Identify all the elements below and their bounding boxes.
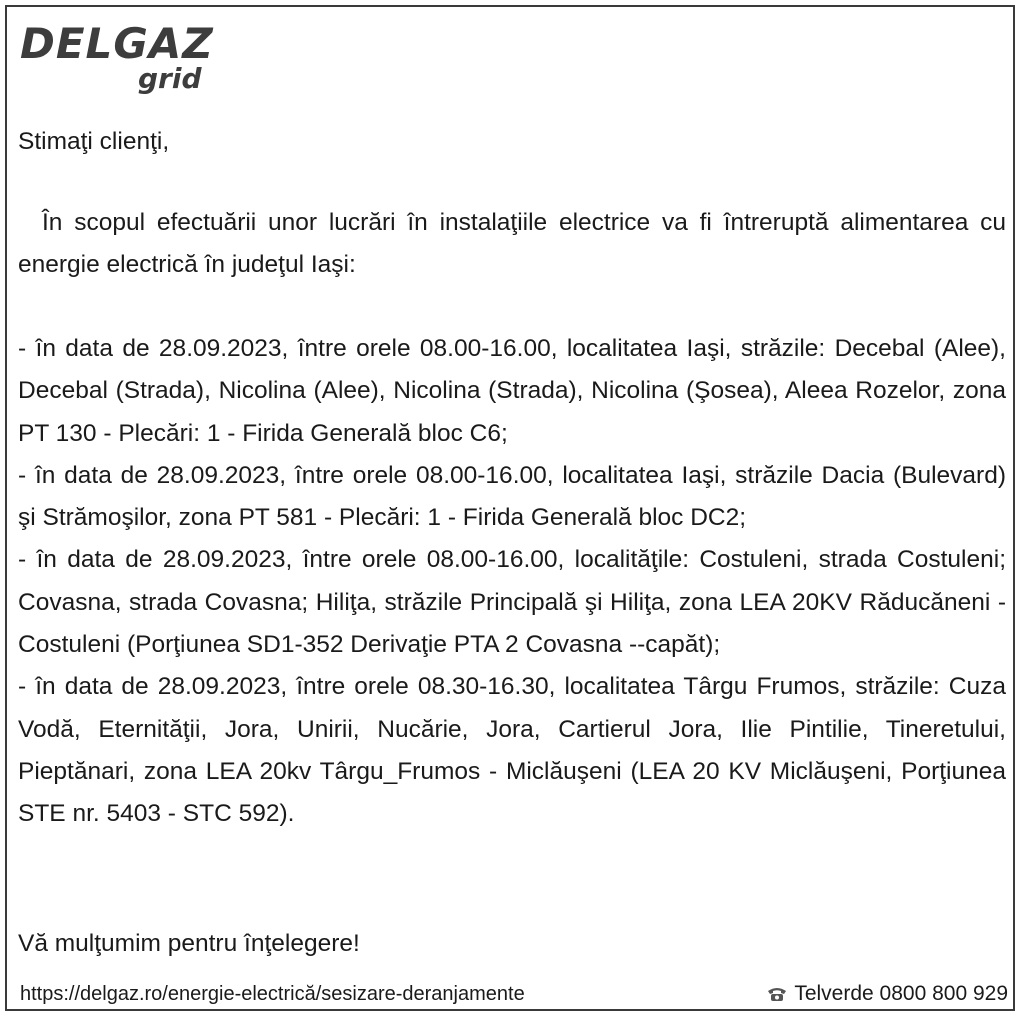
logo-main-text: DELGAZ [20,19,214,68]
closing-text: Vă mulţumim pentru înţelegere! [18,930,360,957]
footer-url-link[interactable]: https://delgaz.ro/energie-electrică/sesizare-deranjamente [20,983,525,1005]
footer-phone [766,980,1008,1008]
delgaz-grid-logo [20,20,220,100]
list-item: - în data de 28.09.2023, între orele 08.00-16.00, localităţile: Costuleni, strada Costuleni; Covasna, strada Covasna; Hiliţa, străzile Principală şi Hiliţa, zona LEA 20KV Răducăneni - Costuleni (Porţiunea SD1-352 Derivaţie PTA 2 Covasna --capăt); [18,546,1006,659]
telephone-icon [766,985,788,1003]
outage-list [18,328,1006,836]
logo-sub-text: grid [138,62,202,95]
intro-text: În scopul efectuării unor lucrări în instalaţiile electrice va fi întreruptă alimentarea cu energie electrică în judeţul Iaşi: [18,209,1006,278]
list-item: - în data de 28.09.2023, între orele 08.30-16.30, localitatea Târgu Frumos, străzile: Cuza Vodă, Eternităţii, Jora, Unirii, Nucărie, Jora, Cartierul Jora, Ilie Pintilie, Tineretului, Pieptănari, zona LEA 20kv Târgu_Frumos - Miclăuşeni (LEA 20 KV Miclăuşeni, Porţiunea STE nr. 5403 - STC 592). [18,673,1006,828]
list-item: - în data de 28.09.2023, între orele 08.00-16.00, localitatea Iaşi, străzile: Decebal (Alee), Decebal (Strada), Nicolina (Alee), Nicolina (Strada), Nicolina (Şosea), Aleea Rozelor, zona PT 130 - Plecări: 1 - Firida Generală bloc C6; [18,335,1006,447]
greeting: Stimaţi clienţi, [18,128,170,155]
list-item: - în data de 28.09.2023, între orele 08.00-16.00, localitatea Iaşi, străzile Dacia (Bulevard) şi Strămoşilor, zona PT 581 - Plecări: 1 - Firida Generală bloc DC2; [18,461,1006,532]
intro-paragraph [18,202,1006,286]
phone-text: Telverde 0800 800 929 [794,982,1008,1005]
